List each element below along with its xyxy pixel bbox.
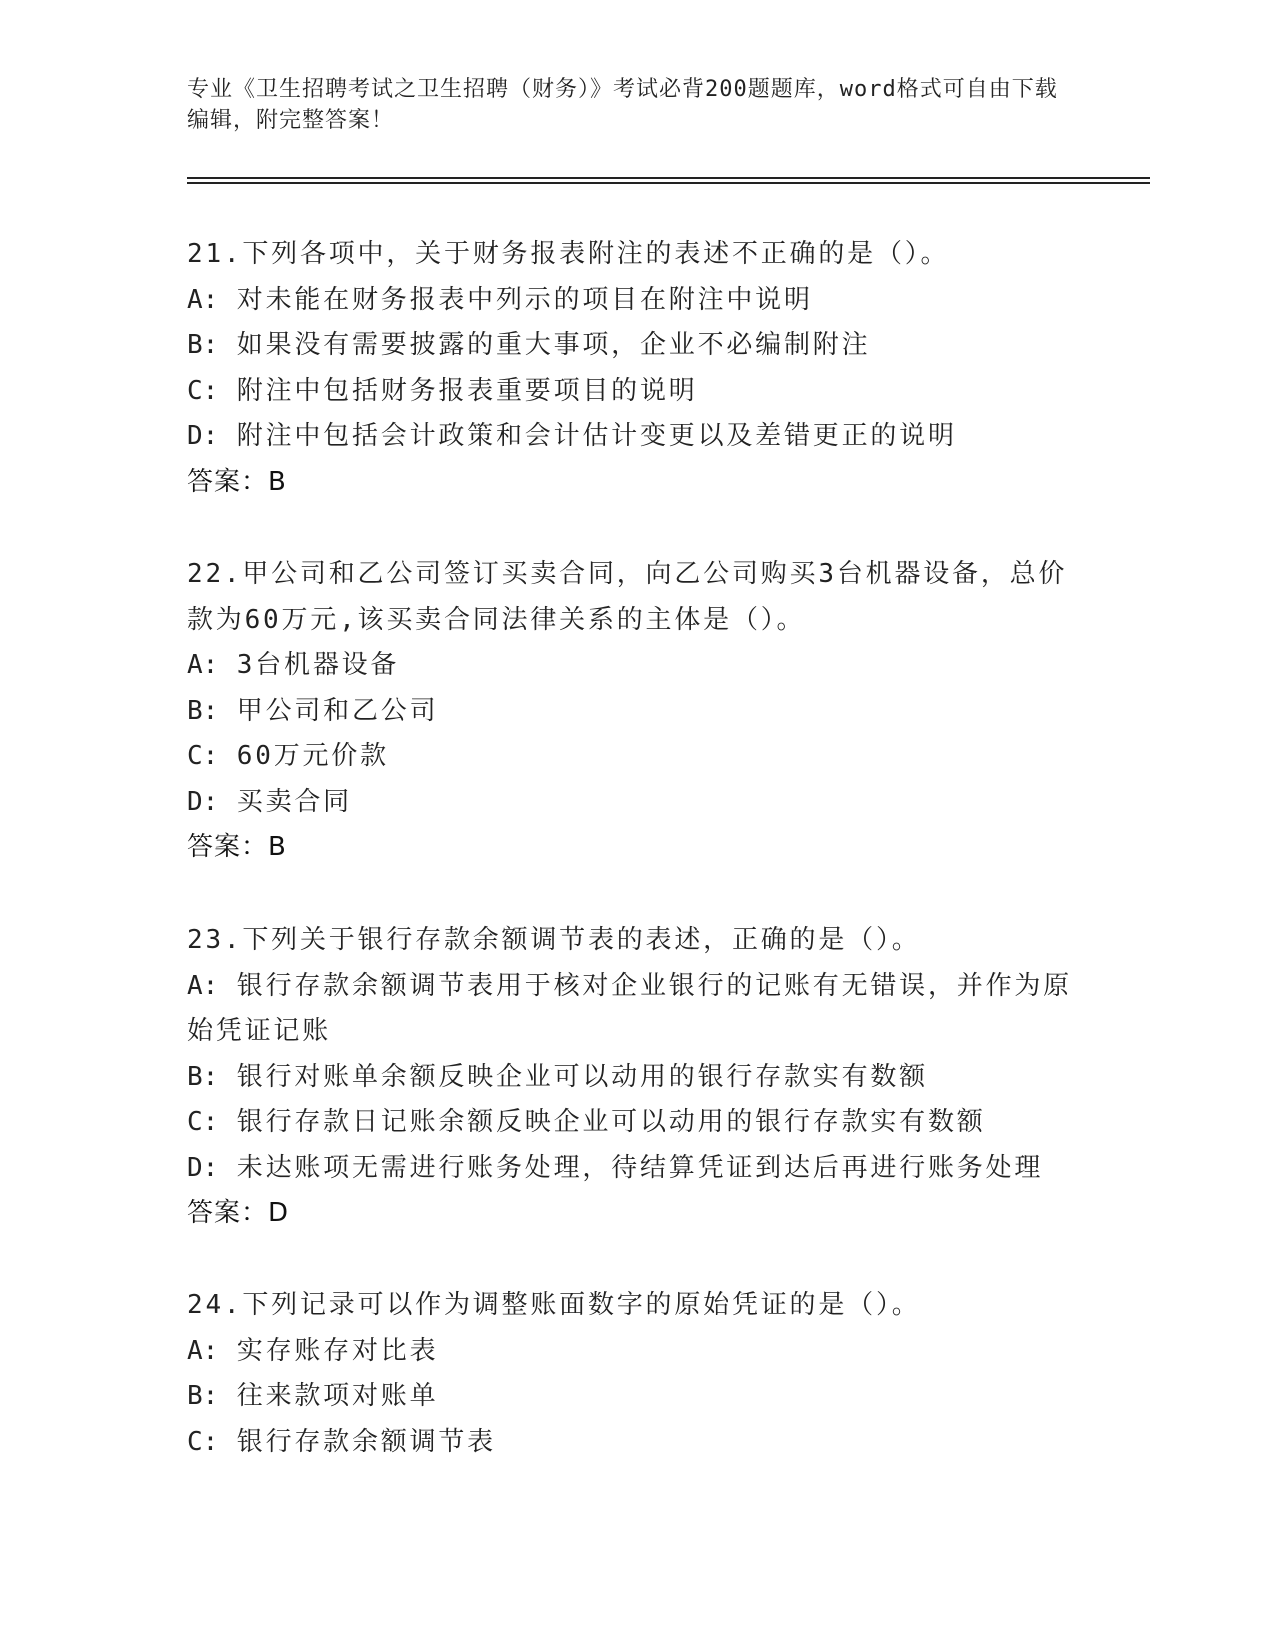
option-text: 银行存款余额调节表: [236, 1426, 496, 1457]
option-c: [187, 1420, 1087, 1466]
option-text: 附注中包括会计政策和会计估计变更以及差错更正的说明: [236, 421, 957, 451]
option-d: [187, 414, 1087, 460]
option-letter: D:: [187, 421, 219, 451]
option-c: [187, 734, 1087, 780]
option-letter: C:: [187, 1426, 219, 1457]
option-letter: D:: [187, 786, 219, 817]
option-c: [187, 1100, 1087, 1146]
option-letter: C:: [187, 1107, 219, 1137]
option-letter: A:: [187, 284, 219, 315]
answer-label: 答案：B: [187, 832, 287, 862]
option-d: [187, 780, 1087, 826]
option-a: [187, 643, 1087, 689]
option-letter: B:: [187, 1061, 219, 1092]
option-a: [187, 278, 1087, 324]
option-b: [187, 323, 1087, 369]
option-letter: C:: [187, 741, 219, 771]
option-letter: A:: [187, 1335, 219, 1366]
question-stem: 23.下列关于银行存款余额调节表的表述，正确的是（）。: [187, 925, 921, 955]
option-text: 3台机器设备: [236, 650, 400, 680]
option-text: 甲公司和乙公司: [236, 695, 439, 726]
option-a: [187, 964, 1087, 1055]
option-text: 银行对账单余额反映企业可以动用的银行存款实有数额: [236, 1061, 928, 1092]
question-stem: 22.甲公司和乙公司签订买卖合同，向乙公司购买3台机器设备，总价款为60万元,该买卖合同法律关系的主体是（）。: [187, 559, 1068, 635]
option-letter: B:: [187, 330, 219, 360]
option-text: 银行存款余额调节表用于核对企业银行的记账有无错误，并作为原始凭证记账: [187, 970, 1072, 1046]
option-c: [187, 369, 1087, 415]
option-b: [187, 689, 1087, 735]
option-text: 未达账项无需进行账务处理，待结算凭证到达后再进行账务处理: [236, 1152, 1044, 1183]
option-text: 附注中包括财务报表重要项目的说明: [236, 375, 698, 406]
option-b: [187, 1055, 1087, 1101]
option-letter: A:: [187, 650, 219, 680]
option-text: 买卖合同: [236, 786, 352, 817]
question-21: [187, 232, 1087, 505]
option-b: [187, 1374, 1087, 1420]
option-text: 银行存款日记账余额反映企业可以动用的银行存款实有数额: [236, 1107, 986, 1137]
question-stem: 24.下列记录可以作为调整账面数字的原始凭证的是（）。: [187, 1290, 921, 1320]
header-divider-top: [187, 177, 1150, 179]
option-letter: A:: [187, 970, 219, 1001]
option-text: 往来款项对账单: [236, 1381, 439, 1411]
option-text: 60万元价款: [236, 741, 389, 771]
question-stem: 21.下列各项中，关于财务报表附注的表述不正确的是（）。: [187, 239, 950, 269]
option-a: [187, 1329, 1087, 1375]
header-divider-bottom: [187, 182, 1150, 184]
option-letter: B:: [187, 695, 219, 726]
question-23: [187, 918, 1087, 1237]
option-letter: D:: [187, 1152, 219, 1183]
option-text: 对未能在财务报表中列示的项目在附注中说明: [236, 284, 813, 315]
document-header: 专业《卫生招聘考试之卫生招聘（财务）》考试必背200题题库，word格式可自由下载编辑，附完整答案！: [187, 77, 1058, 133]
option-letter: B:: [187, 1381, 219, 1411]
question-24: [187, 1283, 1087, 1465]
option-text: 如果没有需要披露的重大事项，企业不必编制附注: [236, 330, 871, 360]
option-text: 实存账存对比表: [236, 1335, 439, 1366]
question-22: [187, 552, 1087, 871]
option-d: [187, 1146, 1087, 1192]
answer-label: 答案：D: [187, 1198, 290, 1228]
option-letter: C:: [187, 375, 219, 406]
answer-label: 答案：B: [187, 466, 287, 497]
